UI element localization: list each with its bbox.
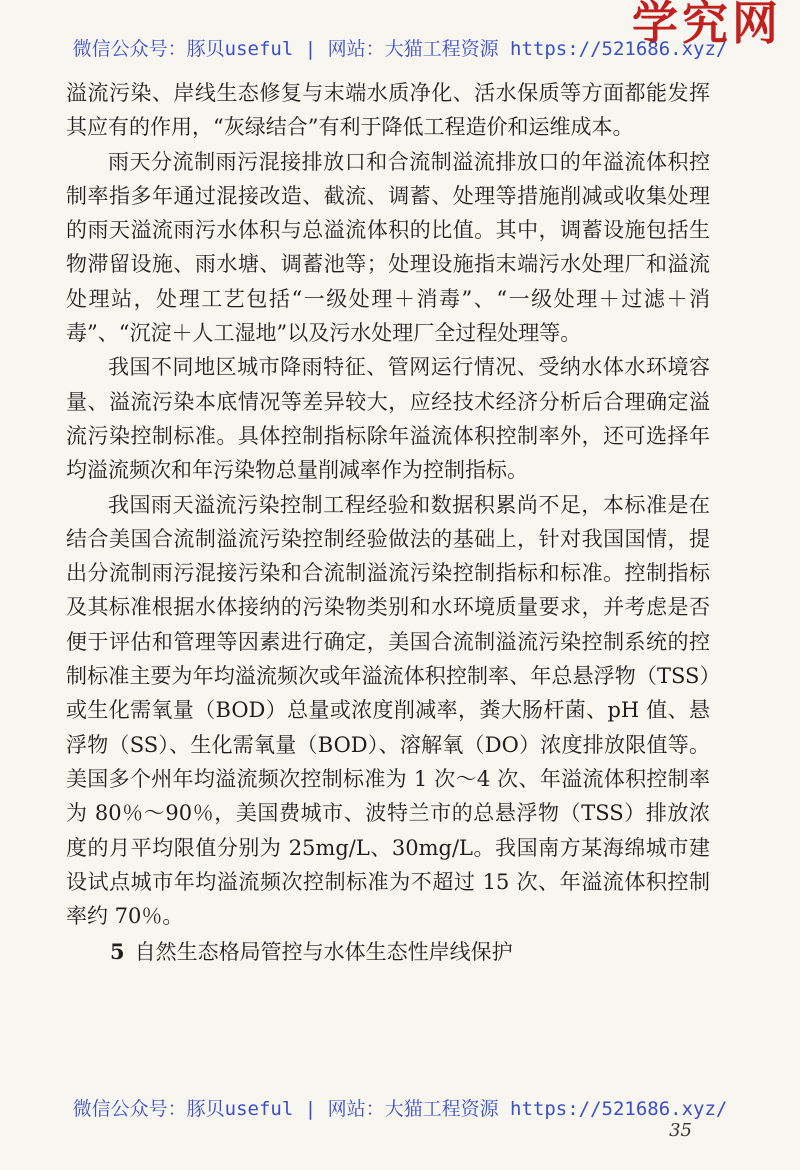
- paragraph-overflow-control-rate: 雨天分流制雨污混接排放口和合流制溢流排放口的年溢流体积控制率指多年通过混接改造、截流、调蓄、处理等措施削减或收集处理的雨天溢流雨污水体积与总溢流体积的比值。其中，调蓄设施包括生物滞留设施、雨水塘、调蓄池等；处理设施指末端污水处理厂和溢流处理站，处理工艺包括“一级处理＋消毒”、“一级处理＋过滤＋消毒”、“沉淀＋人工湿地”以及污水处理厂全过程处理等。: [66, 149, 710, 346]
- watermark-top: 微信公众号：豚贝useful | 网站：大猫工程资源 https://521686.xyz/: [72, 38, 728, 60]
- section-title: 自然生态格局管控与水体生态性岸线保护: [134, 940, 513, 965]
- page-number: 35: [669, 1120, 692, 1141]
- section-heading: [66, 935, 710, 969]
- site-logo-watermark: 学究网: [632, 0, 782, 50]
- paragraph-regional-differences: 我国不同地区城市降雨特征、管网运行情况、受纳水体水环境容量、溢流污染本底情况等差异较大，应经技术经济分析后合理确定溢流污染控制标准。具体控制指标除年溢流体积控制率外，还可选择年均溢流频次和年污染物总量削减率作为控制指标。: [66, 355, 710, 483]
- paragraph-continued: 溢流污染、岸线生态修复与末端水质净化、活水保质等方面都能发挥其应有的作用，“灰绿结合”有利于降低工程造价和运维成本。: [66, 81, 710, 140]
- section-number: 5: [110, 939, 125, 965]
- paragraph-us-standards: 我国雨天溢流污染控制工程经验和数据积累尚不足，本标准是在结合美国合流制溢流污染控制经验做法的基础上，针对我国国情，提出分流制雨污混接污染和合流制溢流污染控制指标和标准。控制指标及其标准根据水体接纳的污染物类别和水环境质量要求，并考虑是否便于评估和管理等因素进行确定，美国合流制溢流污染控制系统的控制标准主要为年均溢流频次或年溢流体积控制率、年总悬浮物（TSS）或生化需氧量（BOD）总量或浓度削减率，粪大肠杆菌、pH 值、悬浮物（SS）、生化需氧量（BOD）、溶解氧（DO）浓度排放限值等。美国多个州年均溢流频次控制标准为 1 次～4 次、年溢流体积控制率为 80％～90％，美国费城市、波特兰市的总悬浮物（TSS）排放浓度的月平均限值分别为 25mg/L、30mg/L。我国南方某海绵城市建设试点城市年均溢流频次控制标准为不超过 15 次、年溢流体积控制率约 70％。: [66, 492, 710, 929]
- watermark-bottom: 微信公众号：豚贝useful | 网站：大猫工程资源 https://521686.xyz/: [72, 1098, 728, 1120]
- page-body: [66, 76, 710, 969]
